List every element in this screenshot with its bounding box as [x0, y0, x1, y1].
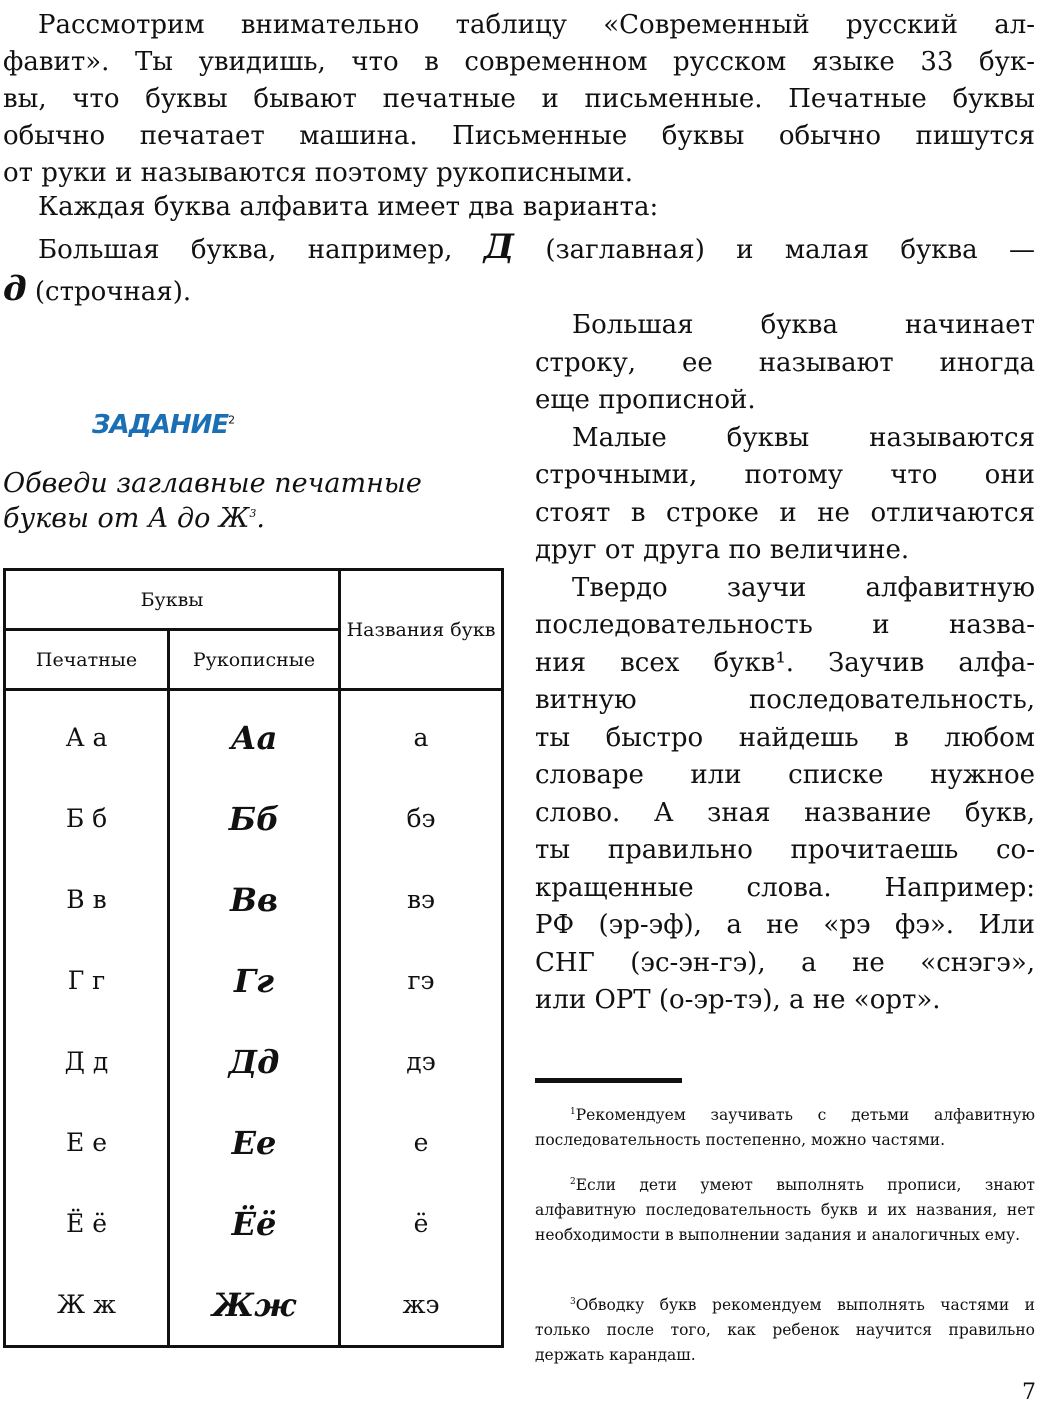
task-text-end: . — [256, 503, 265, 534]
header-handwritten: Рукописные — [169, 630, 340, 690]
table-row — [5, 1183, 503, 1264]
intro-line: фавит». Ты увидишь, что в современном русском языке 33 бук- — [3, 47, 1035, 77]
intro-line: обычно печатает машина. Письменные буквы обычно пишутся — [3, 121, 1035, 151]
letter-name: дэ — [340, 1021, 503, 1102]
table-row — [5, 690, 503, 779]
right-text-line: строку, ее называют иногда — [535, 347, 1035, 378]
right-text-line: строчными, потому что они — [535, 460, 1035, 490]
right-text-line: ния всех букв¹. Заучив алфа- — [535, 647, 1035, 678]
right-text-line: слово. А зная название букв, — [535, 797, 1035, 828]
letter-name: ё — [340, 1183, 503, 1264]
handwritten-letter: Бб — [169, 778, 340, 859]
letter-name: вэ — [340, 859, 503, 940]
handwritten-small-letter: д — [3, 269, 27, 309]
example-line-2 — [3, 269, 192, 309]
right-text-line: ты правильно прочитаешь со- — [535, 835, 1035, 865]
example-line — [38, 227, 1035, 267]
printed-letter: Е е — [5, 1102, 169, 1183]
handwritten-letter: Ёё — [169, 1183, 340, 1264]
footnote-divider — [535, 1078, 682, 1083]
table-row — [5, 940, 503, 1021]
header-letters: Буквы — [5, 570, 340, 630]
right-text-line: ты быстро найдешь в любом — [535, 722, 1035, 753]
variants-line: Каждая буква алфавита имеет два варианта: — [38, 192, 659, 222]
right-text-line: РФ (эр-эф), а не «рэ фэ». Или — [535, 910, 1035, 940]
right-text-line: еще прописной. — [535, 385, 756, 415]
handwritten-letter: Вв — [169, 859, 340, 940]
alphabet-table — [3, 568, 504, 1348]
footnote-mark: 3 — [570, 1297, 576, 1307]
right-text-line: Твердо заучи алфавитную — [572, 572, 1035, 603]
footnote-mark: 2 — [570, 1177, 576, 1187]
printed-letter: Д д — [5, 1021, 169, 1102]
printed-letter: Ё ё — [5, 1183, 169, 1264]
printed-letter: Ж ж — [5, 1264, 169, 1347]
right-text-line: СНГ (эс-эн-гэ), а не «снэгэ», — [535, 947, 1035, 978]
handwritten-letter: Аа — [169, 690, 340, 779]
printed-letter: Б б — [5, 778, 169, 859]
footnote — [535, 1290, 1035, 1368]
intro-line: от руки и называются поэтому рукописными. — [3, 158, 634, 188]
table-row — [5, 1021, 503, 1102]
footnote — [535, 1100, 1035, 1153]
page-number: 7 — [1022, 1380, 1036, 1405]
footnote-text: Обводку букв рекомендуем выполнять частями и только после того, как ребенок научится правильно держать карандаш. — [535, 1296, 1035, 1365]
right-text-line: витную последовательность, — [535, 685, 1035, 715]
table-row — [5, 859, 503, 940]
handwritten-letter: Ее — [169, 1102, 340, 1183]
task-text: буквы от А до Ж — [3, 503, 250, 534]
table-row — [5, 1264, 503, 1347]
right-text-line: стоят в строке и не отличаются — [535, 497, 1035, 528]
right-text-line: кращенные слова. Например: — [535, 872, 1035, 903]
printed-letter: Г г — [5, 940, 169, 1021]
handwritten-letter: Дд — [169, 1021, 340, 1102]
intro-line: вы, что буквы бывают печатные и письменные. Печатные буквы — [3, 84, 1035, 114]
task-text-line-2 — [3, 503, 265, 534]
footnote-mark: 1 — [570, 1107, 576, 1117]
right-text-line: друг от друга по величине. — [535, 535, 910, 565]
right-text-line: последовательность и назва- — [535, 610, 1035, 640]
example-text-3: (строчная). — [34, 277, 192, 307]
footnote — [535, 1170, 1035, 1248]
intro-line: Рассмотрим внимательно таблицу «Современный русский ал- — [38, 10, 1035, 40]
task-text-line-1: Обведи заглавные печатные — [3, 468, 422, 499]
header-printed: Печатные — [5, 630, 169, 690]
printed-letter: В в — [5, 859, 169, 940]
letter-name: а — [340, 690, 503, 779]
example-text-2: (заглавная) и малая буква — — [545, 235, 1035, 265]
footnote-ref: 2 — [228, 413, 235, 427]
task-heading — [92, 410, 234, 440]
letter-name: жэ — [340, 1264, 503, 1347]
right-text-line: словаре или списке нужное — [535, 760, 1035, 790]
letter-name: гэ — [340, 940, 503, 1021]
handwritten-letter: Жж — [169, 1264, 340, 1347]
table-row — [5, 1102, 503, 1183]
footnote-text: Если дети умеют выполнять прописи, знают алфавитную последовательность букв и их названия, нет необходимости в выполнении задания и аналогичных ему. — [535, 1176, 1035, 1245]
header-names: Названия букв — [340, 570, 503, 690]
footnote-ref: 3 — [249, 507, 257, 520]
handwritten-capital-letter: Д — [483, 227, 515, 267]
right-text-line: Большая буква начинает — [572, 310, 1035, 340]
right-text-line: Малые буквы называются — [572, 422, 1035, 453]
footnote-text: Рекомендуем заучивать с детьми алфавитную последовательность постепенно, можно частями. — [535, 1106, 1035, 1150]
letter-name: бэ — [340, 778, 503, 859]
right-text-line: или ОРТ (о-эр-тэ), а не «орт». — [535, 985, 941, 1015]
letter-name: е — [340, 1102, 503, 1183]
example-text-1: Большая буква, например, — [38, 235, 453, 265]
task-title: ЗАДАНИЕ — [92, 410, 229, 440]
printed-letter: А а — [5, 690, 169, 779]
handwritten-letter: Гг — [169, 940, 340, 1021]
table-row — [5, 778, 503, 859]
